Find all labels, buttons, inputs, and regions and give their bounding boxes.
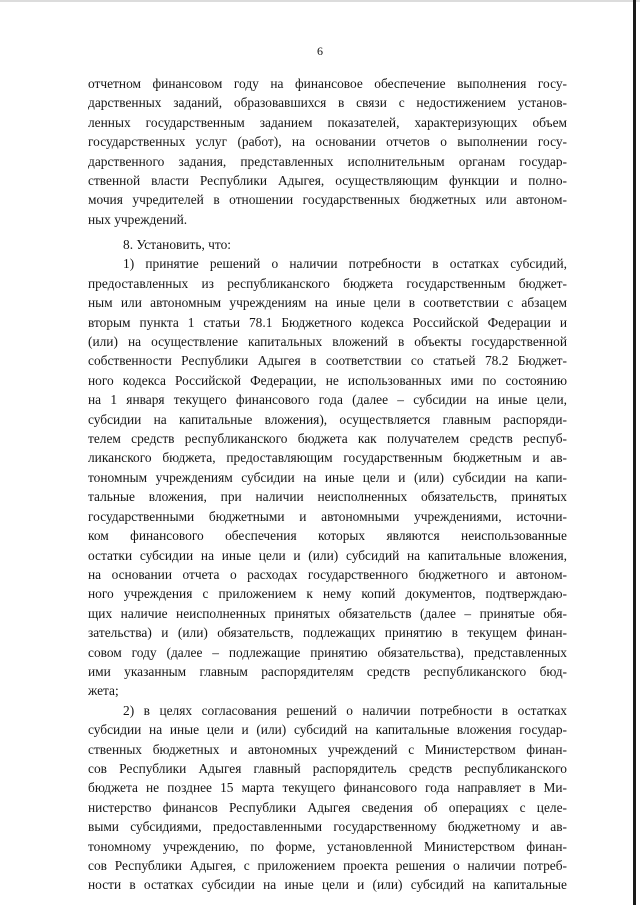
text-line: щих наличие неисполненных принятых обязательств (далее – принятые обя-	[88, 605, 567, 621]
text-line: субсидии на иные цели и (или) субсидий на капитальные вложения государ-	[88, 722, 567, 738]
text-line: на 1 января текущего финансового года (далее – субсидии на иные цели,	[88, 392, 567, 408]
text-line: ими указанным главным распорядителям средств республиканского бюд-	[88, 663, 567, 679]
text-line: мочия учредителей в отношении государственных бюджетных или автоном-	[88, 192, 567, 208]
text-line: тальные вложения, при наличии неисполненных обязательств, принятых	[88, 489, 567, 505]
text-line: дарственного задания, представленных исполнительным органам государ-	[88, 153, 567, 169]
text-line: на основании отчета о расходах государственного бюджетного и автоном-	[88, 566, 567, 582]
text-line: государственных услуг (работ), на основании отчетов о выполнении госу-	[88, 134, 567, 150]
text-line: ного кодекса Российской Федерации, не использованных ими по состоянию	[88, 372, 567, 388]
text-line: ным или автономным учреждениям на иные цели в соответствии с абзацем	[88, 295, 567, 311]
text-line: предоставленных из республиканского бюджета государственным бюджет-	[88, 275, 567, 291]
text-line: бюджета не позднее 15 марта текущего финансового года направляет в Ми-	[88, 780, 567, 796]
text-line: 1) принятие решений о наличии потребности в остатках субсидий,	[123, 256, 567, 272]
text-line: отчетном финансовом году на финансовое обеспечение выполнения госу-	[88, 76, 567, 91]
text-line: ленных государственным заданием показателей, характеризующих объем	[88, 114, 567, 130]
text-line: тономному учреждению, по форме, установленной Министерством финан-	[88, 838, 567, 854]
text-line: ственной власти Республики Адыгея, осуществляющим функции и полно-	[88, 173, 567, 189]
text-line: дарственных заданий, образовавшихся в связи с недостижением установ-	[88, 95, 567, 111]
text-line: вторым пункта 1 статьи 78.1 Бюджетного кодекса Российской Федерации и	[88, 314, 567, 330]
text-line: зательства) и (или) обязательств, подлежащих принятию в текущем финан-	[88, 625, 567, 641]
text-line: сов Республики Адыгея, с приложением проекта решения о наличии потреб-	[88, 858, 567, 873]
scan-right-edge	[633, 0, 636, 905]
text-line: ственных бюджетных и автономных учреждений с Министерством финан-	[88, 741, 567, 757]
paragraph-financial-provision	[88, 74, 567, 229]
section-heading: 8. Установить, что:	[123, 237, 231, 252]
text-line: ности в остатках субсидии на иные цели и (или) субсидий на капитальные	[88, 877, 567, 893]
text-line: субсидии на капитальные вложения), осуществляется главным распоряди-	[88, 411, 567, 427]
text-line: тономным учреждениям субсидии на иные цели и (или) субсидии на капи-	[88, 469, 567, 485]
text-line: выми субсидиями, предоставленными государственному бюджетному и ав-	[88, 819, 567, 835]
text-line: телем средств республиканского бюджета как получателем средств респуб-	[88, 431, 567, 447]
text-line: остатки субсидии на иные цели и (или) субсидий на капитальные вложения,	[88, 547, 567, 563]
text-line: нистерство финансов Республики Адыгея сведения об операциях с целе-	[88, 799, 567, 815]
text-line: (или) на осуществление капитальных вложений в объекты государственной	[88, 334, 567, 350]
page-number: 6	[317, 44, 323, 58]
scan-top-edge	[0, 0, 640, 2]
text-line: собственности Республики Адыгея в соответствии со статьей 78.2 Бюджет-	[88, 353, 567, 369]
text-line: сов Республики Адыгея главный распорядитель средств республиканского	[88, 760, 567, 776]
paragraph-section-8	[88, 235, 567, 895]
text-line: ных учреждений.	[88, 211, 188, 227]
text-line: совом году (далее – подлежащие принятию обязательства), представленных	[88, 644, 567, 660]
text-line: 2) в целях согласования решений о наличии потребности в остатках	[123, 702, 567, 718]
text-line: ликанского бюджета, предоставляющим государственным бюджетным и ав-	[88, 450, 567, 466]
text-line: ком финансового обеспечения которых являются неиспользованные	[88, 528, 567, 544]
text-line: ного учреждения с приложением к нему копий документов, подтверждаю-	[88, 586, 567, 602]
text-line: жета;	[88, 683, 119, 699]
text-line: государственными бюджетными и автономными учреждениями, источни-	[88, 508, 567, 524]
